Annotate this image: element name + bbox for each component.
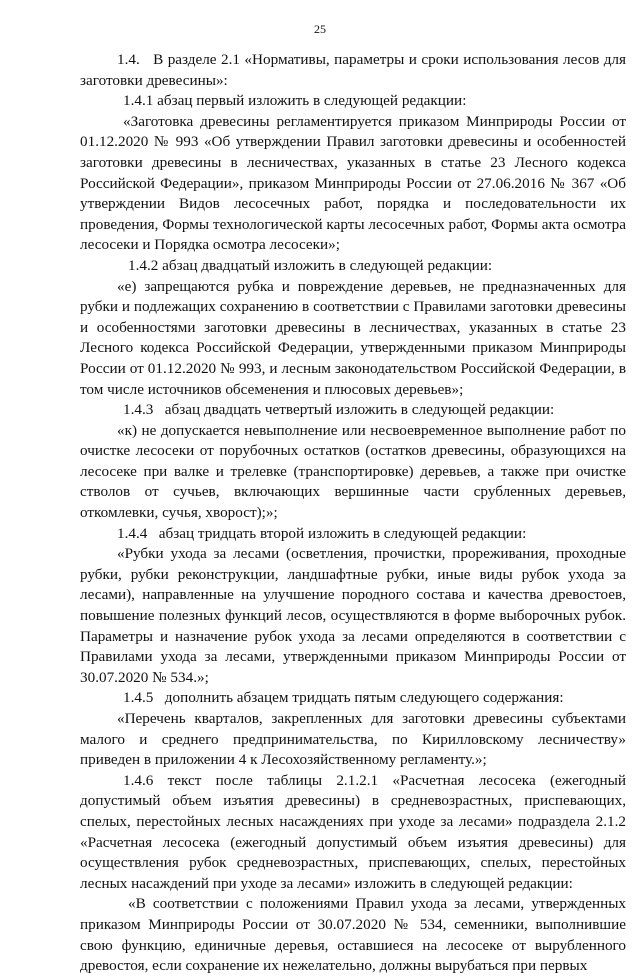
item-1-4-6-text: «В соответствии с положениями Правил ухода за лесами, утвержденных приказом Минприроды России от 30.07.2020 № 534, семенники, выполнившие свою функцию, единичные деревья, оставшиеся на лесосеке от вырубленного древостоя, если сохранение их нежелательно, должны вырубаться при первых xyxy=(80,895,626,975)
section-1-4-intro: 1.4. В разделе 2.1 «Нормативы, параметры и сроки использования лесов для заготовки древесины»: xyxy=(80,51,626,89)
item-1-4-6-heading: 1.4.6 текст после таблицы 2.1.2.1 «Расчетная лесосека (ежегодный допустимый объем изъятия древесины) в средневозрастных, приспевающих, спелых, перестойных лесных насаждениях при уходе за лесами» подраздела 2.1.2 «Расчетная лесосека (ежегодный допустимый объем изъятия древесины) для осуществления рубок средневозрастных, приспевающих, спелых, перестойных лесных насаждений при уходе за лесами» изложить в следующей редакции: xyxy=(80,771,626,892)
item-1-4-5-heading: 1.4.5 дополнить абзацем тридцать пятым следующего содержания: xyxy=(123,689,564,707)
item-1-4-4-text: «Рубки ухода за лесами (осветления, прочистки, прореживания, проходные рубки, рубки реконструкции, ландшафтные рубки, иные виды рубок ухода за лесами), направленные на улучшение породного состава и качества древостоев, повышение полезных функций лесов, осуществляются в форме выборочных рубок. Параметры и назначение рубок ухода за лесами определяются в соответствии с Правилами ухода за лесами, утвержденными приказом Минприроды России от 30.07.2020 № 534.»; xyxy=(80,545,626,686)
item-1-4-3-text: «к) не допускается невыполнение или несвоевременное выполнение работ по очистке лесосеки от порубочных остатков (остатков древесины, образующихся на лесосеке при валке и трелевке (транспортировке) деревьев, а также при очистке стволов от сучьев, включающих вершинные части срубленных деревьев, откомлевки, сучья, хворост);»; xyxy=(80,421,626,522)
page-number: 25 xyxy=(314,22,326,36)
item-1-4-1-heading: 1.4.1 абзац первый изложить в следующей редакции: xyxy=(123,92,467,110)
item-1-4-5-text: «Перечень кварталов, закрепленных для заготовки древесины субъектами малого и среднего предпринимательства, по Кирилловскому лесничеству» приведен в приложении 4 к Лесохозяйственному регламенту.»; xyxy=(80,710,626,769)
item-1-4-3-heading: 1.4.3 абзац двадцать четвертый изложить в следующей редакции: xyxy=(123,401,555,419)
item-1-4-2-text: «е) запрещаются рубка и повреждение деревьев, не предназначенных для рубки и подлежащих сохранению в соответствии с Правилами заготовки древесины и особенностями заготовки древесины в лесничествах, указанных в статье 23 Лесного кодекса Российской Федерации, утвержденными приказом Минприроды России от 01.12.2020 № 993, и лесным законодательством Российской Федерации, в том числе источников обсеменения и плюсовых деревьев»; xyxy=(80,277,626,398)
item-1-4-2-heading: 1.4.2 абзац двадцатый изложить в следующей редакции: xyxy=(128,256,493,274)
item-1-4-4-heading: 1.4.4 абзац тридцать второй изложить в следующей редакции: xyxy=(117,524,527,542)
item-1-4-1-text: «Заготовка древесины регламентируется приказом Минприроды России от 01.12.2020 № 993 «Об утверждении Правил заготовки древесины и особенностей заготовки древесины в лесничествах, указанных в статье 23 Лесного кодекса Российской Федерации», приказом Минприроды России от 27.06.2016 № 367 «Об утверждении Видов лесосечных работ, порядка и последовательности их проведения, Формы технологической карты лесосечных работ, Формы акта осмотра лесосеки и Порядка осмотра лесосеки»; xyxy=(80,112,626,254)
